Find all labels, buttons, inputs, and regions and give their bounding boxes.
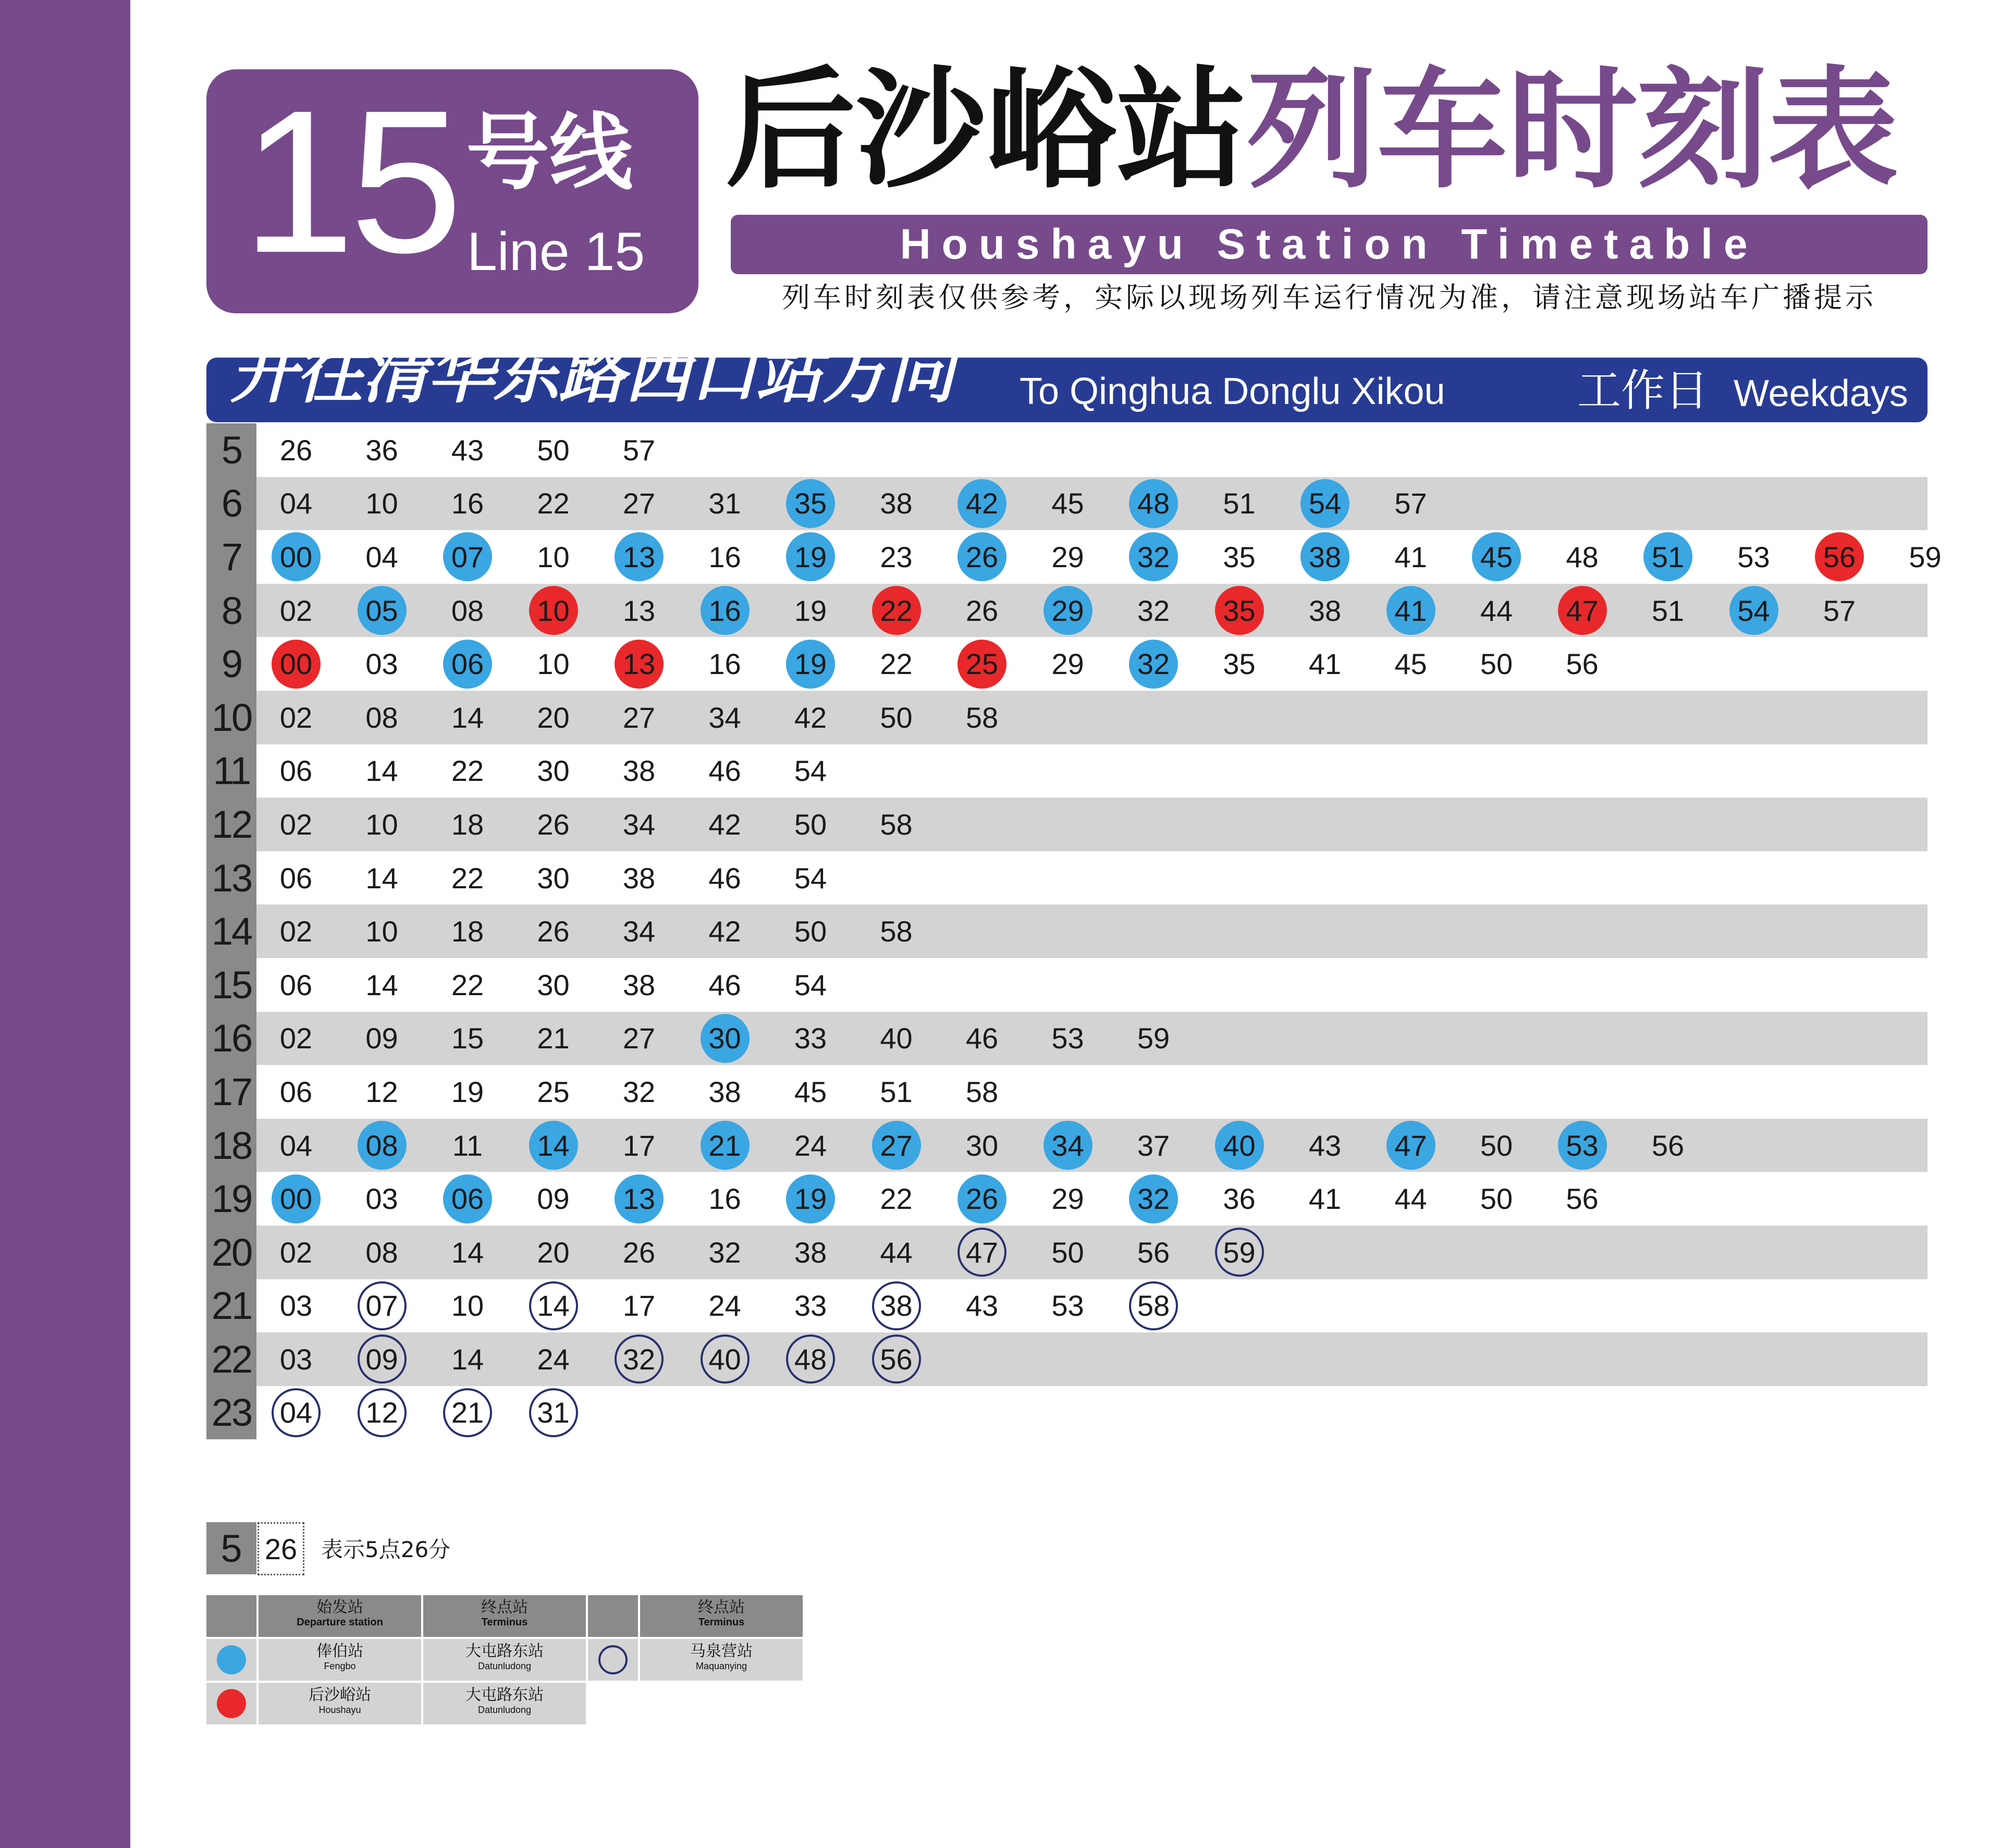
minute-cell: 13 — [622, 594, 656, 627]
minute-cell: 14 — [365, 861, 398, 895]
minute-cell: 16 — [708, 540, 741, 573]
hour-cell: 19 — [206, 1172, 256, 1226]
minute-cell: 59 — [1909, 540, 1942, 573]
minute-cell-blue: 32 — [1129, 532, 1178, 581]
minute-cell: 50 — [1051, 1235, 1084, 1269]
minute-cell: 53 — [1051, 1022, 1084, 1055]
minute-cell: 57 — [1394, 487, 1427, 520]
timetable-row — [206, 1012, 1928, 1066]
ring-circle-icon — [598, 1645, 628, 1674]
minute-cell: 03 — [365, 647, 398, 681]
minute-cell-ring: 31 — [529, 1388, 578, 1437]
minute-cell-red: 25 — [957, 640, 1006, 689]
timetable-row — [206, 1279, 1928, 1333]
minute-cell: 42 — [794, 701, 827, 734]
minute-cell: 32 — [622, 1075, 656, 1108]
minute-cell: 56 — [1566, 1182, 1599, 1216]
direction-bar — [206, 335, 1928, 422]
minute-cell: 16 — [708, 647, 741, 681]
hour-cell: 5 — [206, 423, 256, 477]
minute-cell: 32 — [708, 1235, 741, 1269]
minute-cell: 24 — [708, 1289, 741, 1323]
minute-cell-ring: 09 — [358, 1335, 407, 1384]
minute-cell: 53 — [1737, 540, 1770, 573]
legend-header-terminus-2: 终点站 Terminus — [640, 1595, 803, 1637]
legend-header-departure: 始发站 Departure station — [259, 1595, 421, 1637]
hour-cell: 20 — [206, 1226, 256, 1279]
minute-cell-blue: 06 — [443, 1174, 492, 1223]
minute-cell-red: 22 — [872, 586, 921, 635]
minute-cell: 42 — [708, 915, 741, 948]
minute-cell: 59 — [1137, 1022, 1170, 1055]
minute-cell: 27 — [622, 701, 656, 734]
minute-cell-blue: 19 — [786, 1174, 835, 1223]
minute-cell-blue: 45 — [1472, 532, 1521, 581]
minute-cell: 36 — [365, 433, 398, 467]
minute-cell: 02 — [279, 915, 313, 948]
minute-cell: 04 — [365, 540, 398, 573]
minute-cell: 26 — [537, 807, 570, 841]
blue-circle-icon — [217, 1645, 246, 1674]
minute-cell: 03 — [279, 1289, 313, 1323]
timetable-row — [206, 1332, 1928, 1386]
minute-cell-ring: 58 — [1129, 1281, 1178, 1330]
minute-cell: 23 — [880, 540, 913, 573]
minute-cell: 29 — [1051, 647, 1084, 681]
minute-cell-blue: 07 — [443, 532, 492, 581]
row-background — [256, 1332, 1928, 1386]
timetable-row — [206, 477, 1928, 531]
minute-cell: 48 — [1566, 540, 1599, 573]
minute-cell: 24 — [537, 1342, 570, 1376]
legend-ring-terminus: 马泉营站 Maquanying — [640, 1639, 803, 1681]
minute-cell: 44 — [880, 1235, 913, 1269]
minute-cell-blue: 41 — [1386, 586, 1435, 635]
minute-cell: 50 — [1480, 1182, 1513, 1216]
minute-cell: 34 — [708, 701, 741, 734]
notice-text: 列车时刻表仅供参考，实际以现场列车运行情况为准，请注意现场站车广播提示 — [782, 281, 1876, 314]
side-color-bar — [0, 0, 130, 1848]
minute-cell: 43 — [451, 433, 484, 467]
minute-cell: 56 — [1566, 647, 1599, 681]
minute-cell-blue: 54 — [1300, 479, 1349, 528]
minute-cell-blue: 06 — [443, 640, 492, 689]
hour-cell: 18 — [206, 1119, 256, 1172]
minute-cell-blue: 42 — [957, 479, 1006, 528]
station-name-cn: 后沙峪站 — [726, 54, 1247, 206]
minute-cell: 33 — [794, 1022, 827, 1055]
row-background — [256, 904, 1928, 958]
minute-cell-blue: 13 — [615, 532, 664, 581]
minute-cell: 50 — [794, 807, 827, 841]
minute-cell: 58 — [965, 1075, 999, 1108]
hour-cell: 9 — [206, 637, 256, 691]
minute-cell: 41 — [1308, 1182, 1342, 1216]
minute-cell-ring: 32 — [615, 1335, 664, 1384]
minute-cell-red: 13 — [615, 640, 664, 689]
minute-cell: 17 — [622, 1289, 656, 1323]
line-number: 15 — [242, 68, 458, 295]
legend-corner — [206, 1595, 256, 1637]
minute-cell: 34 — [622, 807, 656, 841]
minute-cell: 10 — [537, 647, 570, 681]
minute-cell: 31 — [708, 487, 741, 520]
minute-cell-red: 10 — [529, 586, 578, 635]
minute-cell: 43 — [1308, 1129, 1342, 1162]
minute-cell: 44 — [1394, 1182, 1427, 1216]
minute-cell-blue: 19 — [786, 640, 835, 689]
minute-cell-ring: 56 — [872, 1335, 921, 1384]
hour-cell: 6 — [206, 477, 256, 531]
minute-cell: 26 — [965, 594, 999, 627]
timetable-row — [206, 1119, 1928, 1172]
minute-cell: 21 — [537, 1022, 570, 1055]
minute-cell: 02 — [279, 1022, 313, 1055]
minute-cell: 10 — [365, 915, 398, 948]
minute-cell: 30 — [537, 754, 570, 788]
timetable-row — [206, 744, 1928, 798]
minute-cell: 38 — [1308, 594, 1342, 627]
minute-cell-blue: 38 — [1300, 532, 1349, 581]
legend-corner-2 — [588, 1595, 638, 1637]
timetable-row — [206, 584, 1928, 638]
hour-cell: 8 — [206, 584, 256, 638]
minute-cell: 38 — [794, 1235, 827, 1269]
minute-cell-ring: 59 — [1215, 1228, 1264, 1277]
minute-cell: 17 — [622, 1129, 656, 1162]
red-circle-icon — [217, 1689, 246, 1718]
timetable-row — [206, 1172, 1928, 1226]
minute-cell: 50 — [880, 701, 913, 734]
minute-cell: 03 — [365, 1182, 398, 1216]
row-background — [256, 691, 1928, 744]
example-note: 表示5点26分 — [321, 1537, 451, 1562]
minute-cell: 54 — [794, 968, 827, 1001]
row-background — [256, 798, 1928, 851]
minute-cell: 45 — [1394, 647, 1427, 681]
minute-cell: 35 — [1223, 647, 1256, 681]
timetable-row — [206, 1065, 1928, 1119]
minute-cell: 38 — [622, 754, 656, 788]
minute-cell: 42 — [708, 807, 741, 841]
minute-cell-blue: 35 — [786, 479, 835, 528]
minute-cell: 46 — [708, 861, 741, 895]
minute-cell-blue: 53 — [1558, 1121, 1607, 1170]
timetable-row — [206, 798, 1928, 851]
minute-cell: 38 — [622, 968, 656, 1001]
minute-cell: 20 — [537, 1235, 570, 1269]
minute-cell: 38 — [708, 1075, 741, 1108]
minute-cell: 02 — [279, 1235, 313, 1269]
minute-cell: 04 — [279, 487, 313, 520]
minute-cell: 46 — [965, 1022, 999, 1055]
minute-cell: 06 — [279, 861, 313, 895]
minute-cell-blue: 54 — [1729, 586, 1778, 635]
minute-cell-ring: 47 — [957, 1228, 1006, 1277]
minute-cell: 57 — [622, 433, 656, 467]
minute-cell-ring: 14 — [529, 1281, 578, 1330]
minute-cell-blue: 32 — [1129, 1174, 1178, 1223]
timetable-row — [206, 637, 1928, 691]
minute-cell: 19 — [451, 1075, 484, 1108]
hour-cell: 7 — [206, 530, 256, 584]
minute-cell: 50 — [1480, 647, 1513, 681]
minute-cell-blue: 32 — [1129, 640, 1178, 689]
minute-cell: 51 — [1651, 594, 1685, 627]
line-label-en: Line 15 — [467, 222, 645, 282]
hour-cell: 14 — [206, 904, 256, 958]
minute-cell: 16 — [451, 487, 484, 520]
minute-cell: 30 — [537, 968, 570, 1001]
minute-cell: 40 — [880, 1022, 913, 1055]
minute-cell-blue: 26 — [957, 532, 1006, 581]
minute-cell-blue: 00 — [272, 1174, 321, 1223]
day-type-cn: 工作日 — [1577, 365, 1709, 416]
hour-cell: 21 — [206, 1279, 256, 1333]
minute-cell: 26 — [622, 1235, 656, 1269]
minute-cell: 02 — [279, 594, 313, 627]
minute-cell: 33 — [794, 1289, 827, 1323]
minute-cell: 06 — [279, 1075, 313, 1108]
minute-cell: 10 — [365, 807, 398, 841]
minute-cell-blue: 13 — [615, 1174, 664, 1223]
minute-cell: 57 — [1823, 594, 1856, 627]
minute-cell-blue: 26 — [957, 1174, 1006, 1223]
minute-cell: 58 — [880, 915, 913, 948]
example-minute: 26 — [257, 1522, 304, 1575]
minute-cell: 38 — [622, 861, 656, 895]
minute-cell: 41 — [1308, 647, 1342, 681]
minute-cell: 06 — [279, 754, 313, 788]
minute-cell: 14 — [451, 1235, 484, 1269]
minute-cell: 16 — [708, 1182, 741, 1216]
minute-cell: 22 — [451, 968, 484, 1001]
minute-cell: 22 — [880, 1182, 913, 1216]
hour-cell: 11 — [206, 744, 256, 798]
minute-cell: 12 — [365, 1075, 398, 1108]
minute-cell: 32 — [1137, 594, 1170, 627]
minute-cell: 41 — [1394, 540, 1427, 573]
minute-cell: 50 — [794, 915, 827, 948]
minute-cell: 19 — [794, 594, 827, 627]
minute-cell: 18 — [451, 915, 484, 948]
minute-cell: 15 — [451, 1022, 484, 1055]
minute-cell: 02 — [279, 701, 313, 734]
hour-cell: 13 — [206, 851, 256, 905]
minute-cell: 56 — [1651, 1129, 1685, 1162]
minute-cell: 44 — [1480, 594, 1513, 627]
english-title-banner: Houshayu Station Timetable — [731, 215, 1928, 274]
minute-cell: 22 — [451, 861, 484, 895]
minute-cell: 29 — [1051, 1182, 1084, 1216]
minute-cell: 43 — [965, 1289, 999, 1323]
timetable-row — [206, 958, 1928, 1012]
minute-cell: 30 — [537, 861, 570, 895]
minute-cell: 08 — [451, 594, 484, 627]
minute-cell: 50 — [1480, 1129, 1513, 1162]
minute-cell: 56 — [1137, 1235, 1170, 1269]
timetable-row — [206, 691, 1928, 744]
minute-cell-blue: 29 — [1044, 586, 1092, 635]
minute-cell-ring: 40 — [701, 1335, 750, 1384]
minute-cell: 22 — [451, 754, 484, 788]
minute-cell: 54 — [794, 754, 827, 788]
minute-cell: 08 — [365, 1235, 398, 1269]
minute-cell-ring: 38 — [872, 1281, 921, 1330]
minute-cell: 10 — [537, 540, 570, 573]
minute-cell: 09 — [537, 1182, 570, 1216]
minute-cell: 02 — [279, 807, 313, 841]
minute-cell-blue: 16 — [701, 586, 750, 635]
minute-cell: 20 — [537, 701, 570, 734]
minute-cell: 38 — [880, 487, 913, 520]
minute-cell: 37 — [1137, 1129, 1170, 1162]
minute-cell: 03 — [279, 1342, 313, 1376]
title-suffix-cn: 列车时刻表 — [1247, 54, 1898, 206]
hour-cell: 15 — [206, 958, 256, 1012]
minute-cell: 11 — [452, 1129, 483, 1162]
legend-red-departure: 后沙峪站 Houshayu — [259, 1683, 421, 1724]
minute-cell: 45 — [794, 1075, 827, 1108]
hour-cell: 12 — [206, 798, 256, 851]
minute-cell: 50 — [537, 433, 570, 467]
minute-cell: 46 — [708, 968, 741, 1001]
legend-blue-terminus: 大屯路东站 Datunludong — [423, 1639, 586, 1681]
minute-cell: 14 — [451, 701, 484, 734]
minute-cell: 27 — [622, 1022, 656, 1055]
minute-cell-ring: 21 — [443, 1388, 492, 1437]
line-label-cn: 号线 — [466, 104, 633, 201]
day-type-en: Weekdays — [1734, 373, 1908, 414]
minute-cell: 51 — [880, 1075, 913, 1108]
direction-cn: 开往清华东路西口站方向 — [230, 335, 953, 412]
minute-cell: 10 — [451, 1289, 484, 1323]
minute-cell: 45 — [1051, 487, 1084, 520]
minute-cell: 54 — [794, 861, 827, 895]
minute-cell-blue: 21 — [701, 1121, 750, 1170]
minute-cell-blue: 08 — [358, 1121, 407, 1170]
minute-cell: 22 — [880, 647, 913, 681]
minute-cell: 04 — [279, 1129, 313, 1162]
minute-cell: 36 — [1223, 1182, 1256, 1216]
hour-cell: 17 — [206, 1065, 256, 1119]
timetable-grid — [206, 423, 1942, 1439]
minute-cell-ring: 07 — [358, 1281, 407, 1330]
minute-cell-red: 35 — [1215, 586, 1264, 635]
minute-cell-blue: 30 — [701, 1014, 750, 1063]
minute-cell-blue: 47 — [1386, 1121, 1435, 1170]
legend-header-terminus: 终点站 Terminus — [423, 1595, 586, 1637]
minute-cell: 58 — [880, 807, 913, 841]
legend-red-symbol — [206, 1683, 256, 1724]
hour-cell: 22 — [206, 1332, 256, 1386]
minute-cell: 29 — [1051, 540, 1084, 573]
minute-cell: 14 — [365, 968, 398, 1001]
minute-cell: 34 — [622, 915, 656, 948]
minute-cell: 18 — [451, 807, 484, 841]
minute-cell-blue: 19 — [786, 532, 835, 581]
minute-cell: 14 — [451, 1342, 484, 1376]
timetable-row — [206, 851, 1928, 905]
minute-cell: 24 — [794, 1129, 827, 1162]
minute-cell-blue: 14 — [529, 1121, 578, 1170]
minute-cell: 25 — [537, 1075, 570, 1108]
legend-ring-symbol — [588, 1639, 638, 1681]
minute-cell: 10 — [365, 487, 398, 520]
timetable-row — [206, 904, 1928, 958]
line-badge — [206, 69, 698, 313]
legend-blue-departure: 俸伯站 Fengbo — [259, 1639, 421, 1681]
minute-cell: 58 — [965, 701, 999, 734]
hour-cell: 23 — [206, 1386, 256, 1440]
minute-cell: 26 — [537, 915, 570, 948]
minute-cell: 27 — [622, 487, 656, 520]
minute-cell: 53 — [1051, 1289, 1084, 1323]
minute-cell: 30 — [965, 1129, 999, 1162]
minute-cell: 06 — [279, 968, 313, 1001]
minute-cell-ring: 12 — [358, 1388, 407, 1437]
legend-red-terminus: 大屯路东站 Datunludong — [423, 1683, 586, 1724]
example-hour: 5 — [206, 1522, 256, 1574]
minute-cell: 51 — [1223, 487, 1256, 520]
hour-cell: 10 — [206, 691, 256, 744]
minute-cell: 22 — [537, 487, 570, 520]
minute-cell-red: 00 — [272, 640, 321, 689]
minute-cell-blue: 05 — [358, 586, 407, 635]
minute-cell: 46 — [708, 754, 741, 788]
minute-cell-ring: 48 — [786, 1335, 835, 1384]
minute-cell: 09 — [365, 1022, 398, 1055]
hour-cell: 16 — [206, 1012, 256, 1066]
minute-cell-ring: 04 — [272, 1388, 321, 1437]
legend-blue-symbol — [206, 1639, 256, 1681]
minute-cell-blue: 34 — [1044, 1121, 1092, 1170]
timetable-row — [206, 530, 1942, 584]
minute-cell: 35 — [1223, 540, 1256, 573]
direction-en: To Qinghua Donglu Xikou — [1020, 371, 1445, 412]
page-title — [726, 54, 1898, 206]
minute-cell-red: 47 — [1558, 586, 1607, 635]
minute-cell-red: 56 — [1815, 532, 1864, 581]
minute-cell-blue: 27 — [872, 1121, 921, 1170]
timetable-row — [206, 1226, 1928, 1279]
minute-cell-blue: 00 — [272, 532, 321, 581]
minute-cell-blue: 51 — [1643, 532, 1692, 581]
timetable-row — [206, 423, 1928, 477]
timetable-row — [206, 1386, 1928, 1440]
minute-cell: 14 — [365, 754, 398, 788]
minute-cell-blue: 40 — [1215, 1121, 1264, 1170]
minute-cell: 08 — [365, 701, 398, 734]
minute-cell: 26 — [279, 433, 313, 467]
minute-cell-blue: 48 — [1129, 479, 1178, 528]
